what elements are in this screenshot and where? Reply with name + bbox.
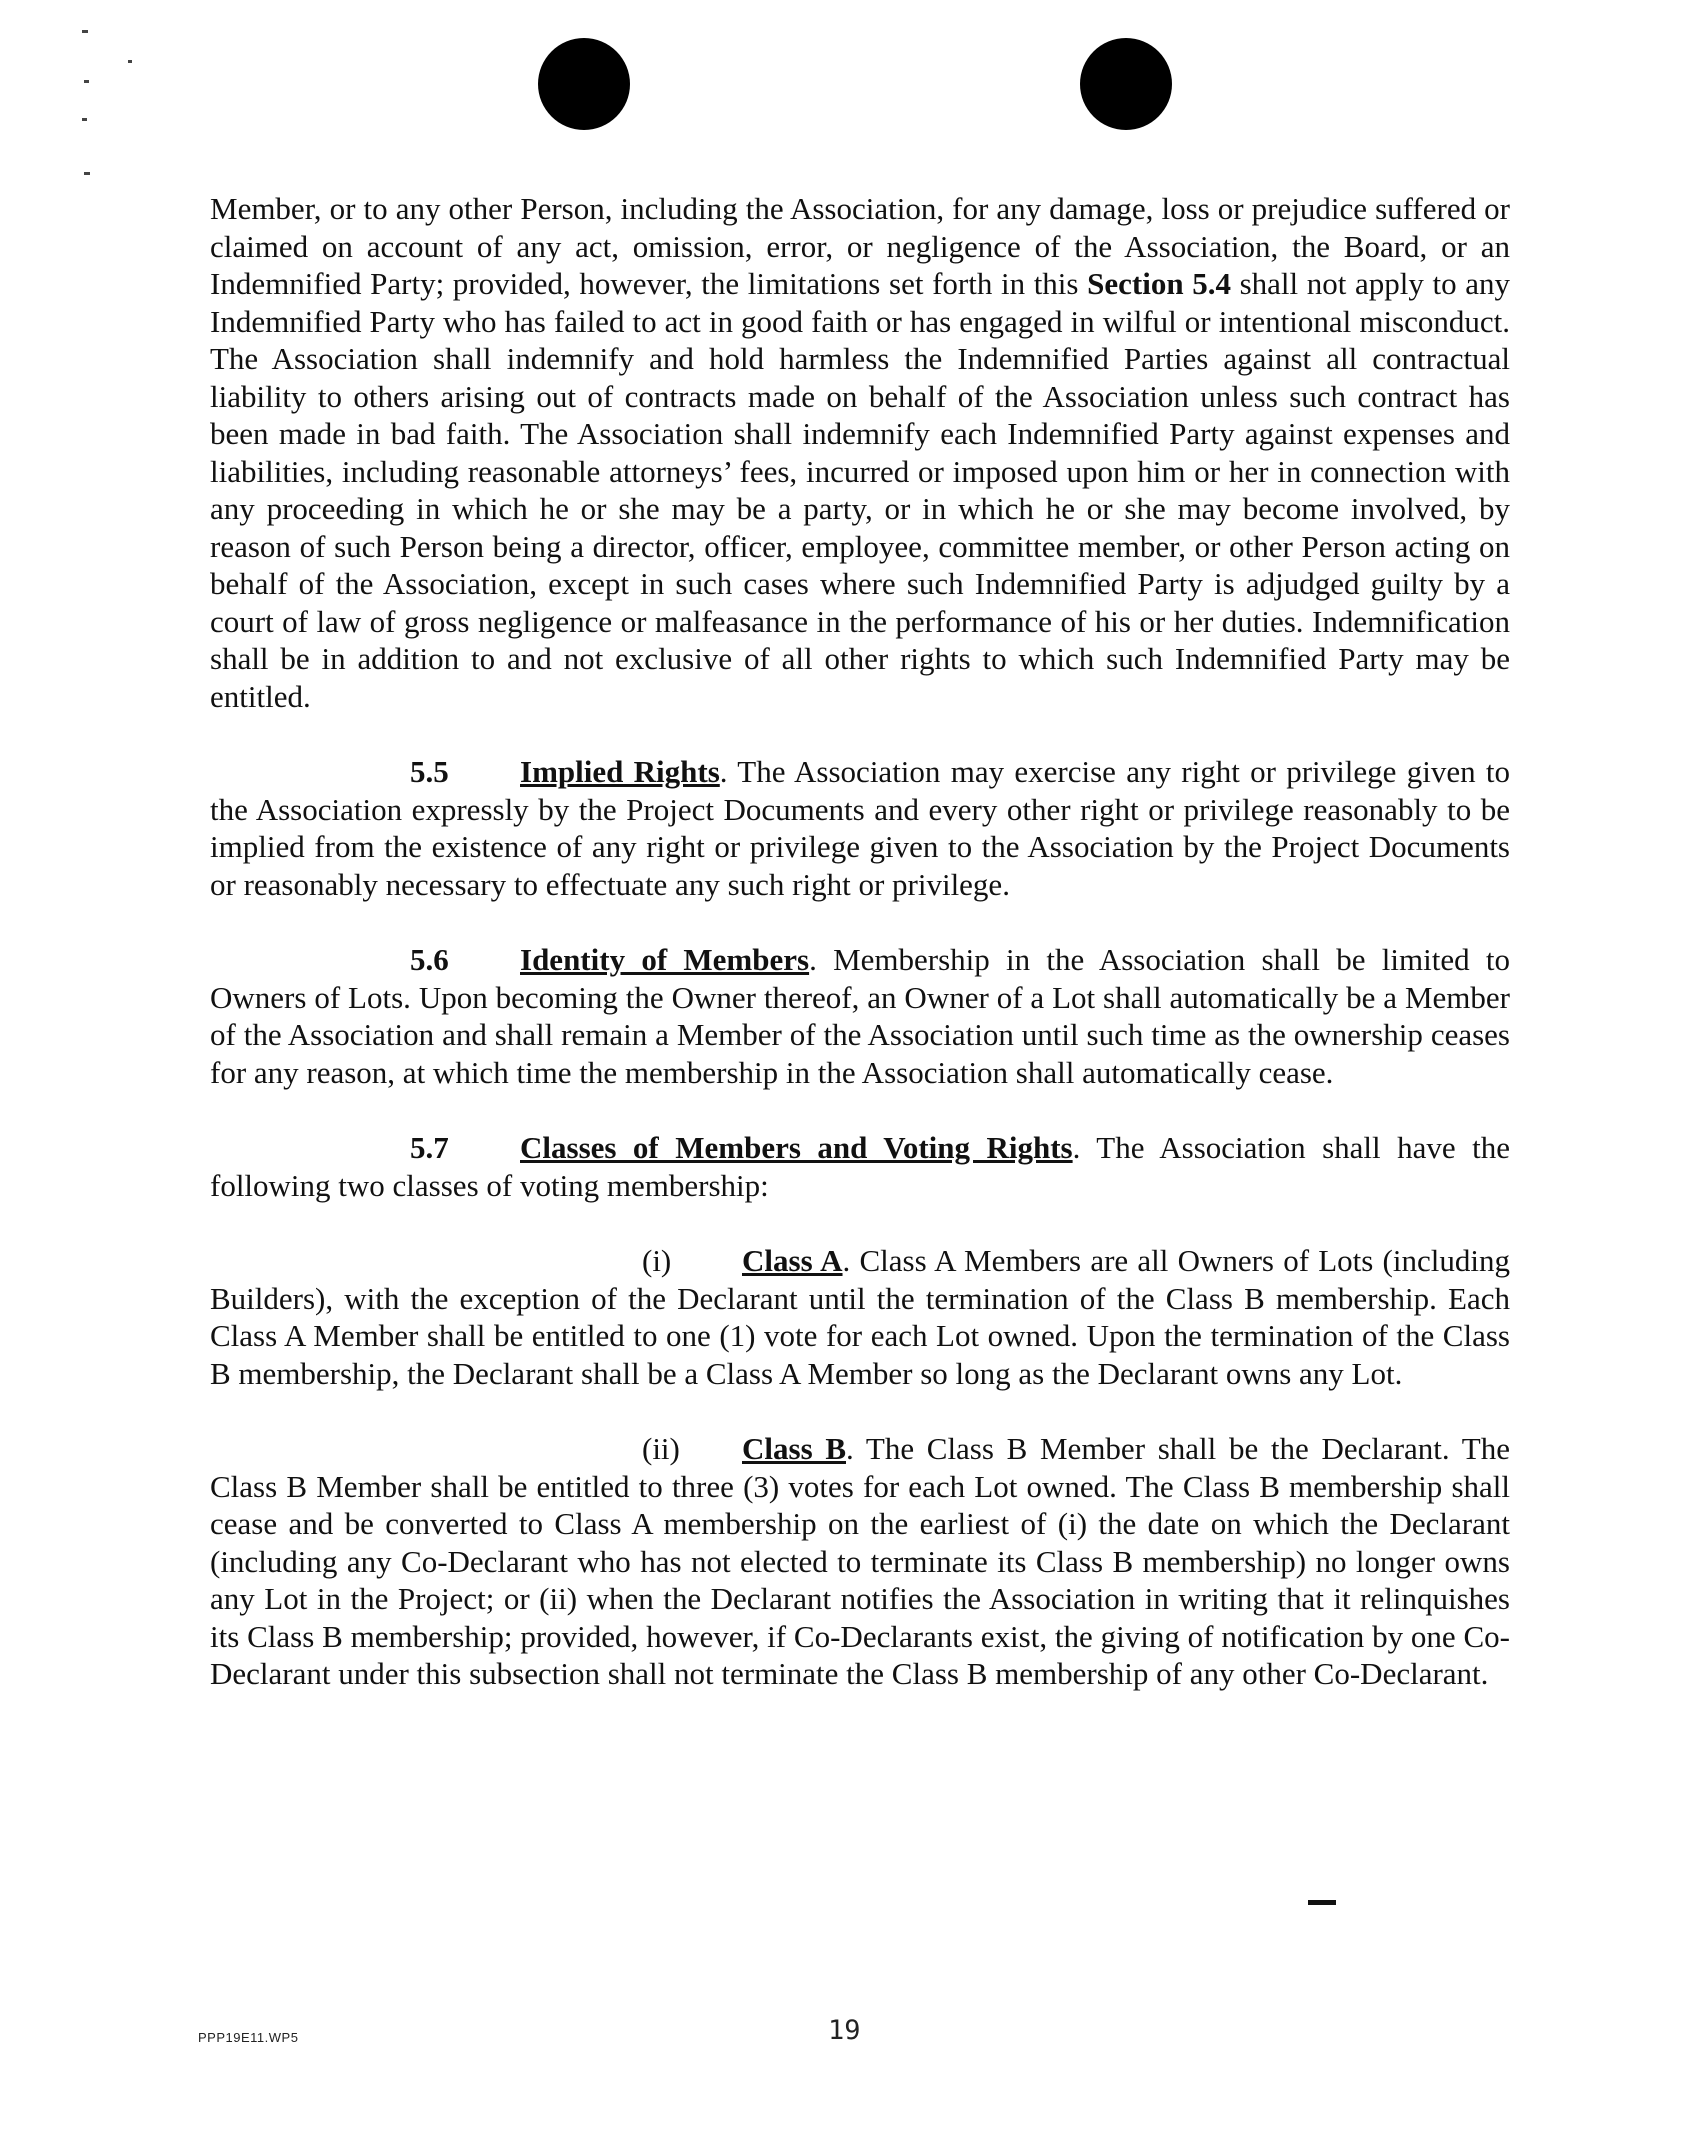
subsection-class-a [210, 1242, 1510, 1392]
section-text: . The Association shall have the following two classes of voting membership: [210, 1130, 1510, 1203]
scan-speck [82, 118, 87, 121]
document-body [210, 190, 1510, 1693]
scan-speck [82, 30, 88, 33]
subsection-title: Class A [742, 1243, 843, 1278]
section-5-7 [210, 1129, 1510, 1204]
section-number: 5.5 [410, 754, 449, 789]
opening-text-part2: shall not apply to any Indemnified Party who has failed to act in good faith or has engaged in wilful or intentional misconduct. The Association shall indemnify and hold harmless the Indemnified Parties against all contractual liability to others arising out of contracts made on behalf of the Association unless such contract has been made in bad faith. The Association shall indemnify each Indemnified Party against expenses and liabilities, including reasonable attorneys’ fees, incurred or imposed upon him or her in connection with any proceeding in which he or she may be a party, or in which he or she may become involved, by reason of such Person being a director, officer, employee, committee member, or other Person acting on behalf of the Association, except in such cases where such Indemnified Party is adjudged guilty by a court of law of gross negligence or malfeasance in the performance of his or her duties. Indemnification shall be in addition to and not exclusive of all other rights to which such Indemnified Party may be entitled. [210, 266, 1511, 714]
punch-hole-right [1080, 38, 1172, 130]
subsection-title: Class B [742, 1431, 846, 1466]
punch-hole-left [538, 38, 630, 130]
section-5-6 [210, 941, 1510, 1091]
subsection-text: . The Class B Member shall be the Declarant. The Class B Member shall be entitled to three (3) votes for each Lot owned. The Class B membership shall cease and be converted to Class A membership on the earliest of (i) the date on which the Declarant (including any Co-Declarant who has not elected to terminate its Class B membership) no longer owns any Lot in the Project; or (ii) when the Declarant notifies the Association in writing that it relinquishes its Class B membership; provided, however, if Co-Declarants exist, the giving of notification by one Co-Declarant under this subsection shall not terminate the Class B membership of any other Co-Declarant. [210, 1431, 1510, 1691]
section-number: 5.6 [410, 942, 449, 977]
subsection-number: (ii) [642, 1431, 680, 1466]
section-reference: Section 5.4 [1087, 266, 1231, 301]
footer-file-code: PPP19E11.WP5 [198, 2030, 299, 2045]
end-of-text-mark [1308, 1900, 1336, 1905]
section-text: . Membership in the Association shall be limited to Owners of Lots. Upon becoming the Owner thereof, an Owner of a Lot shall automatically be a Member of the Association and shall remain a Member of the Association until such time as the ownership ceases for any reason, at which time the membership in the Association shall automatically cease. [210, 942, 1510, 1090]
scan-speck [84, 80, 89, 83]
section-title: Classes of Members and Voting Rights [520, 1130, 1073, 1165]
section-text: . The Association may exercise any right or privilege given to the Association expressly by the Project Documents and every other right or privilege reasonably to be implied from the existence of any right or privilege given to the Association by the Project Documents or reasonably necessary to effectuate any such right or privilege. [210, 754, 1510, 902]
subsection-number: (i) [642, 1243, 672, 1278]
page-number: 19 [828, 2015, 861, 2046]
section-number: 5.7 [410, 1130, 449, 1165]
subsection-class-b [210, 1430, 1510, 1693]
opening-text-part1: Member, or to any other Person, including the Association, for any damage, loss or prejudice suffered or claimed on account of any act, omission, error, or negligence of the Association, the Board, or an Indemnified Party; provided, however, the limitations set forth in this [210, 191, 1510, 301]
section-title: Identity of Members [520, 942, 810, 977]
scan-speck [128, 60, 132, 63]
section-title: Implied Rights [520, 754, 720, 789]
section-5-5 [210, 753, 1510, 903]
scan-speck [84, 172, 90, 175]
subsection-text: . Class A Members are all Owners of Lots (including Builders), with the exception of the Declarant until the termination of the Class B membership. Each Class A Member shall be entitled to one (1) vote for each Lot owned. Upon the termination of the Class B membership, the Declarant shall be a Class A Member so long as the Declarant owns any Lot. [210, 1243, 1510, 1391]
opening-paragraph [210, 190, 1510, 715]
